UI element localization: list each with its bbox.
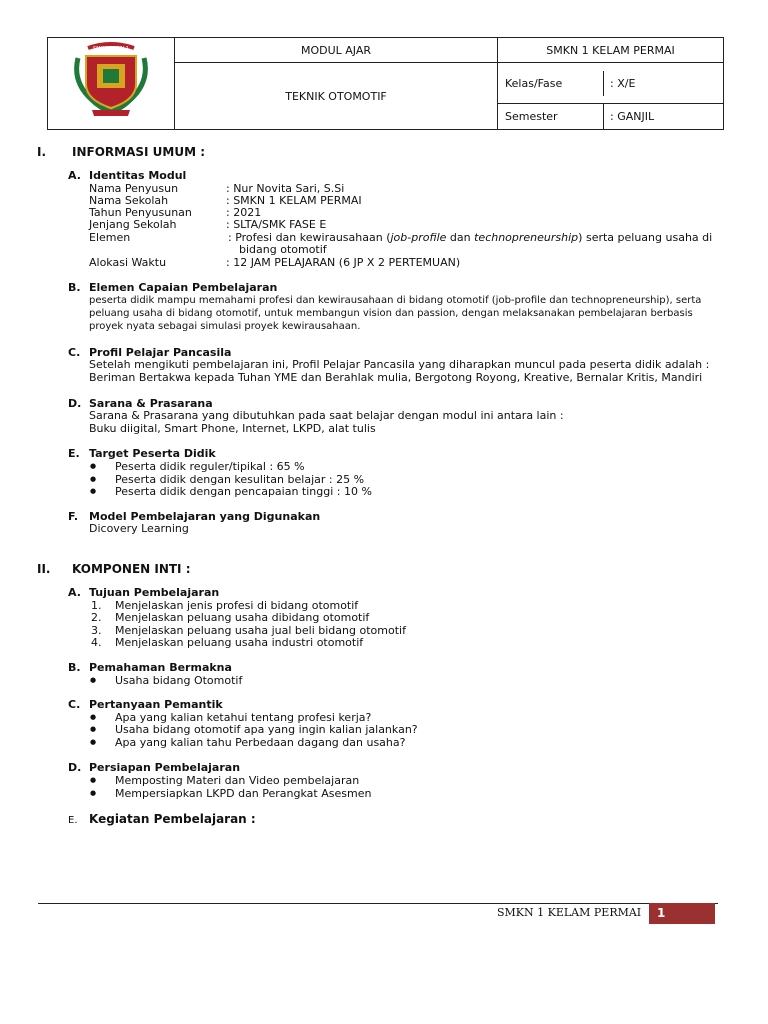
tujuan-text: Menjelaskan peluang usaha dibidang otomotif	[115, 611, 370, 624]
tujuan-heading	[68, 586, 219, 599]
model-letter: F.	[68, 510, 79, 523]
tujuan-text: Menjelaskan peluang usaha industri otomotif	[115, 636, 364, 649]
identitas-label: Alokasi Waktu	[89, 256, 167, 269]
identitas-value: : 12 JAM PELAJARAN (6 JP X 2 PERTEMUAN)	[226, 256, 461, 269]
tujuan-text: Menjelaskan jenis profesi di bidang otomotif	[115, 599, 359, 612]
section2-title: KOMPONEN INTI :	[72, 562, 191, 576]
sarana-title: Sarana & Prasarana	[89, 397, 213, 410]
school-logo-icon	[48, 38, 174, 126]
identitas-label: Jenjang Sekolah	[89, 218, 177, 231]
logo-text: SMK NEGERI 1	[92, 46, 130, 52]
model-text: Dicovery Learning	[89, 522, 189, 535]
pertanyaan-heading	[68, 698, 223, 711]
tujuan-number: 1.	[91, 599, 102, 612]
subject-cell: TEKNIK OTOMOTIF	[175, 63, 498, 130]
identitas-value: : SLTA/SMK FASE E	[226, 218, 327, 231]
pemahaman-title: Pemahaman Bermakna	[89, 661, 232, 674]
profil-title: Profil Pelajar Pancasila	[89, 346, 232, 359]
persiapan-heading	[68, 761, 240, 774]
target-item: ● Peserta didik reguler/tipikal : 65 %	[115, 460, 305, 473]
sarana-line: Buku diigital, Smart Phone, Internet, LKPD, alat tulis	[89, 422, 376, 435]
kelas-label: Kelas/Fase	[498, 71, 604, 96]
elemen-text: dan	[446, 231, 475, 244]
sarana-letter: D.	[68, 397, 82, 410]
modul-cell: MODUL AJAR	[175, 38, 498, 63]
identitas-label: Tahun Penyusunan	[89, 206, 192, 219]
elemen-italic: job-profile	[390, 231, 447, 244]
persiapan-item: ● Mempersiapkan LKPD dan Perangkat Asesmen	[115, 787, 371, 800]
capaian-line: proyek nyata sebagai simulasi proyek kewirausahaan.	[89, 321, 361, 332]
school-cell: SMKN 1 KELAM PERMAI	[498, 38, 724, 63]
section2-number: II.	[37, 562, 51, 576]
target-item: ● Peserta didik dengan pencapaian tinggi : 10 %	[115, 485, 372, 498]
profil-letter: C.	[68, 346, 81, 359]
kegiatan-title: Kegiatan Pembelajaran :	[89, 812, 256, 826]
pertanyaan-item: ● Apa yang kalian ketahui tentang profesi kerja?	[115, 711, 371, 724]
pertanyaan-item: ● Apa yang kalian tahu Perbedaan dagang dan usaha?	[115, 736, 405, 749]
kegiatan-heading	[68, 812, 256, 826]
semester-value: : GANJIL	[610, 110, 655, 123]
page-number: 1	[657, 906, 666, 920]
capaian-line: peserta didik mampu memahami profesi dan kewirausahaan di bidang otomotif (job-profile dan technopreneurship), serta	[89, 295, 702, 306]
target-title: Target Peserta Didik	[89, 447, 216, 460]
sarana-line: Sarana & Prasarana yang dibutuhkan pada saat belajar dengan modul ini antara lain :	[89, 409, 564, 422]
section1-title: INFORMASI UMUM :	[72, 145, 206, 159]
footer-divider	[38, 903, 718, 904]
kegiatan-letter: E.	[68, 815, 78, 826]
model-title: Model Pembelajaran yang Digunakan	[89, 510, 321, 523]
elemen-value-cont: bidang otomotif	[239, 243, 327, 256]
identitas-value: : SMKN 1 KELAM PERMAI	[226, 194, 362, 207]
pertanyaan-title: Pertanyaan Pemantik	[89, 698, 223, 711]
header-table	[47, 37, 724, 130]
pertanyaan-item: ● Usaha bidang otomotif apa yang ingin kalian jalankan?	[115, 723, 418, 736]
identitas-value: : Nur Novita Sari, S.Si	[226, 182, 345, 195]
profil-line: Beriman Bertakwa kepada Tuhan YME dan Berahlak mulia, Bergotong Royong, Kreative, Bernalar Kritis, Mandiri	[89, 371, 703, 384]
tujuan-number: 3.	[91, 624, 102, 637]
target-item: ● Peserta didik dengan kesulitan belajar : 25 %	[115, 473, 364, 486]
pemahaman-letter: B.	[68, 661, 81, 674]
pemahaman-item: ● Usaha bidang Otomotif	[115, 674, 242, 687]
tujuan-item	[91, 636, 364, 649]
elemen-italic: technopreneurship	[474, 231, 579, 244]
identitas-letter: A.	[68, 169, 81, 182]
persiapan-item: ● Memposting Materi dan Video pembelajaran	[115, 774, 359, 787]
pertanyaan-letter: C.	[68, 698, 81, 711]
target-letter: E.	[68, 447, 80, 460]
semester-row	[498, 104, 724, 130]
kelas-row	[498, 63, 724, 104]
tujuan-letter: A.	[68, 586, 81, 599]
capaian-title: Elemen Capaian Pembelajaran	[89, 281, 278, 294]
tujuan-number: 4.	[91, 636, 102, 649]
page-number-box	[649, 903, 715, 924]
footer-school: SMKN 1 KELAM PERMAI	[497, 906, 642, 919]
elemen-text: ) serta peluang usaha di	[578, 231, 713, 244]
semester-label: Semester	[498, 104, 604, 129]
identitas-label: Elemen	[89, 231, 131, 244]
capaian-line: peluang usaha di bidang otomotif, untuk membangun vision dan passion, dengan melaksanakan pembelajaran berbasis	[89, 308, 693, 319]
profil-line: Setelah mengikuti pembelajaran ini, Profil Pelajar Pancasila yang diharapkan muncul pada peserta didik adalah :	[89, 358, 710, 371]
identitas-label: Nama Sekolah	[89, 194, 169, 207]
tujuan-title: Tujuan Pembelajaran	[89, 586, 220, 599]
identitas-label: Nama Penyusun	[89, 182, 179, 195]
identitas-value: : 2021	[226, 206, 262, 219]
tujuan-item	[91, 611, 370, 624]
elemen-text: : Profesi dan kewirausahaan (	[228, 231, 391, 244]
tujuan-text: Menjelaskan peluang usaha jual beli bidang otomotif	[115, 624, 406, 637]
capaian-heading	[68, 281, 277, 294]
identitas-title: Identitas Modul	[89, 169, 187, 182]
section1-number: I.	[37, 145, 47, 159]
capaian-letter: B.	[68, 281, 81, 294]
tujuan-number: 2.	[91, 611, 102, 624]
pemahaman-heading	[68, 661, 232, 674]
target-heading	[68, 447, 216, 460]
logo-cell	[48, 38, 175, 130]
persiapan-title: Persiapan Pembelajaran	[89, 761, 241, 774]
identitas-heading	[68, 169, 186, 182]
kelas-value: : X/E	[610, 76, 636, 90]
persiapan-letter: D.	[68, 761, 82, 774]
